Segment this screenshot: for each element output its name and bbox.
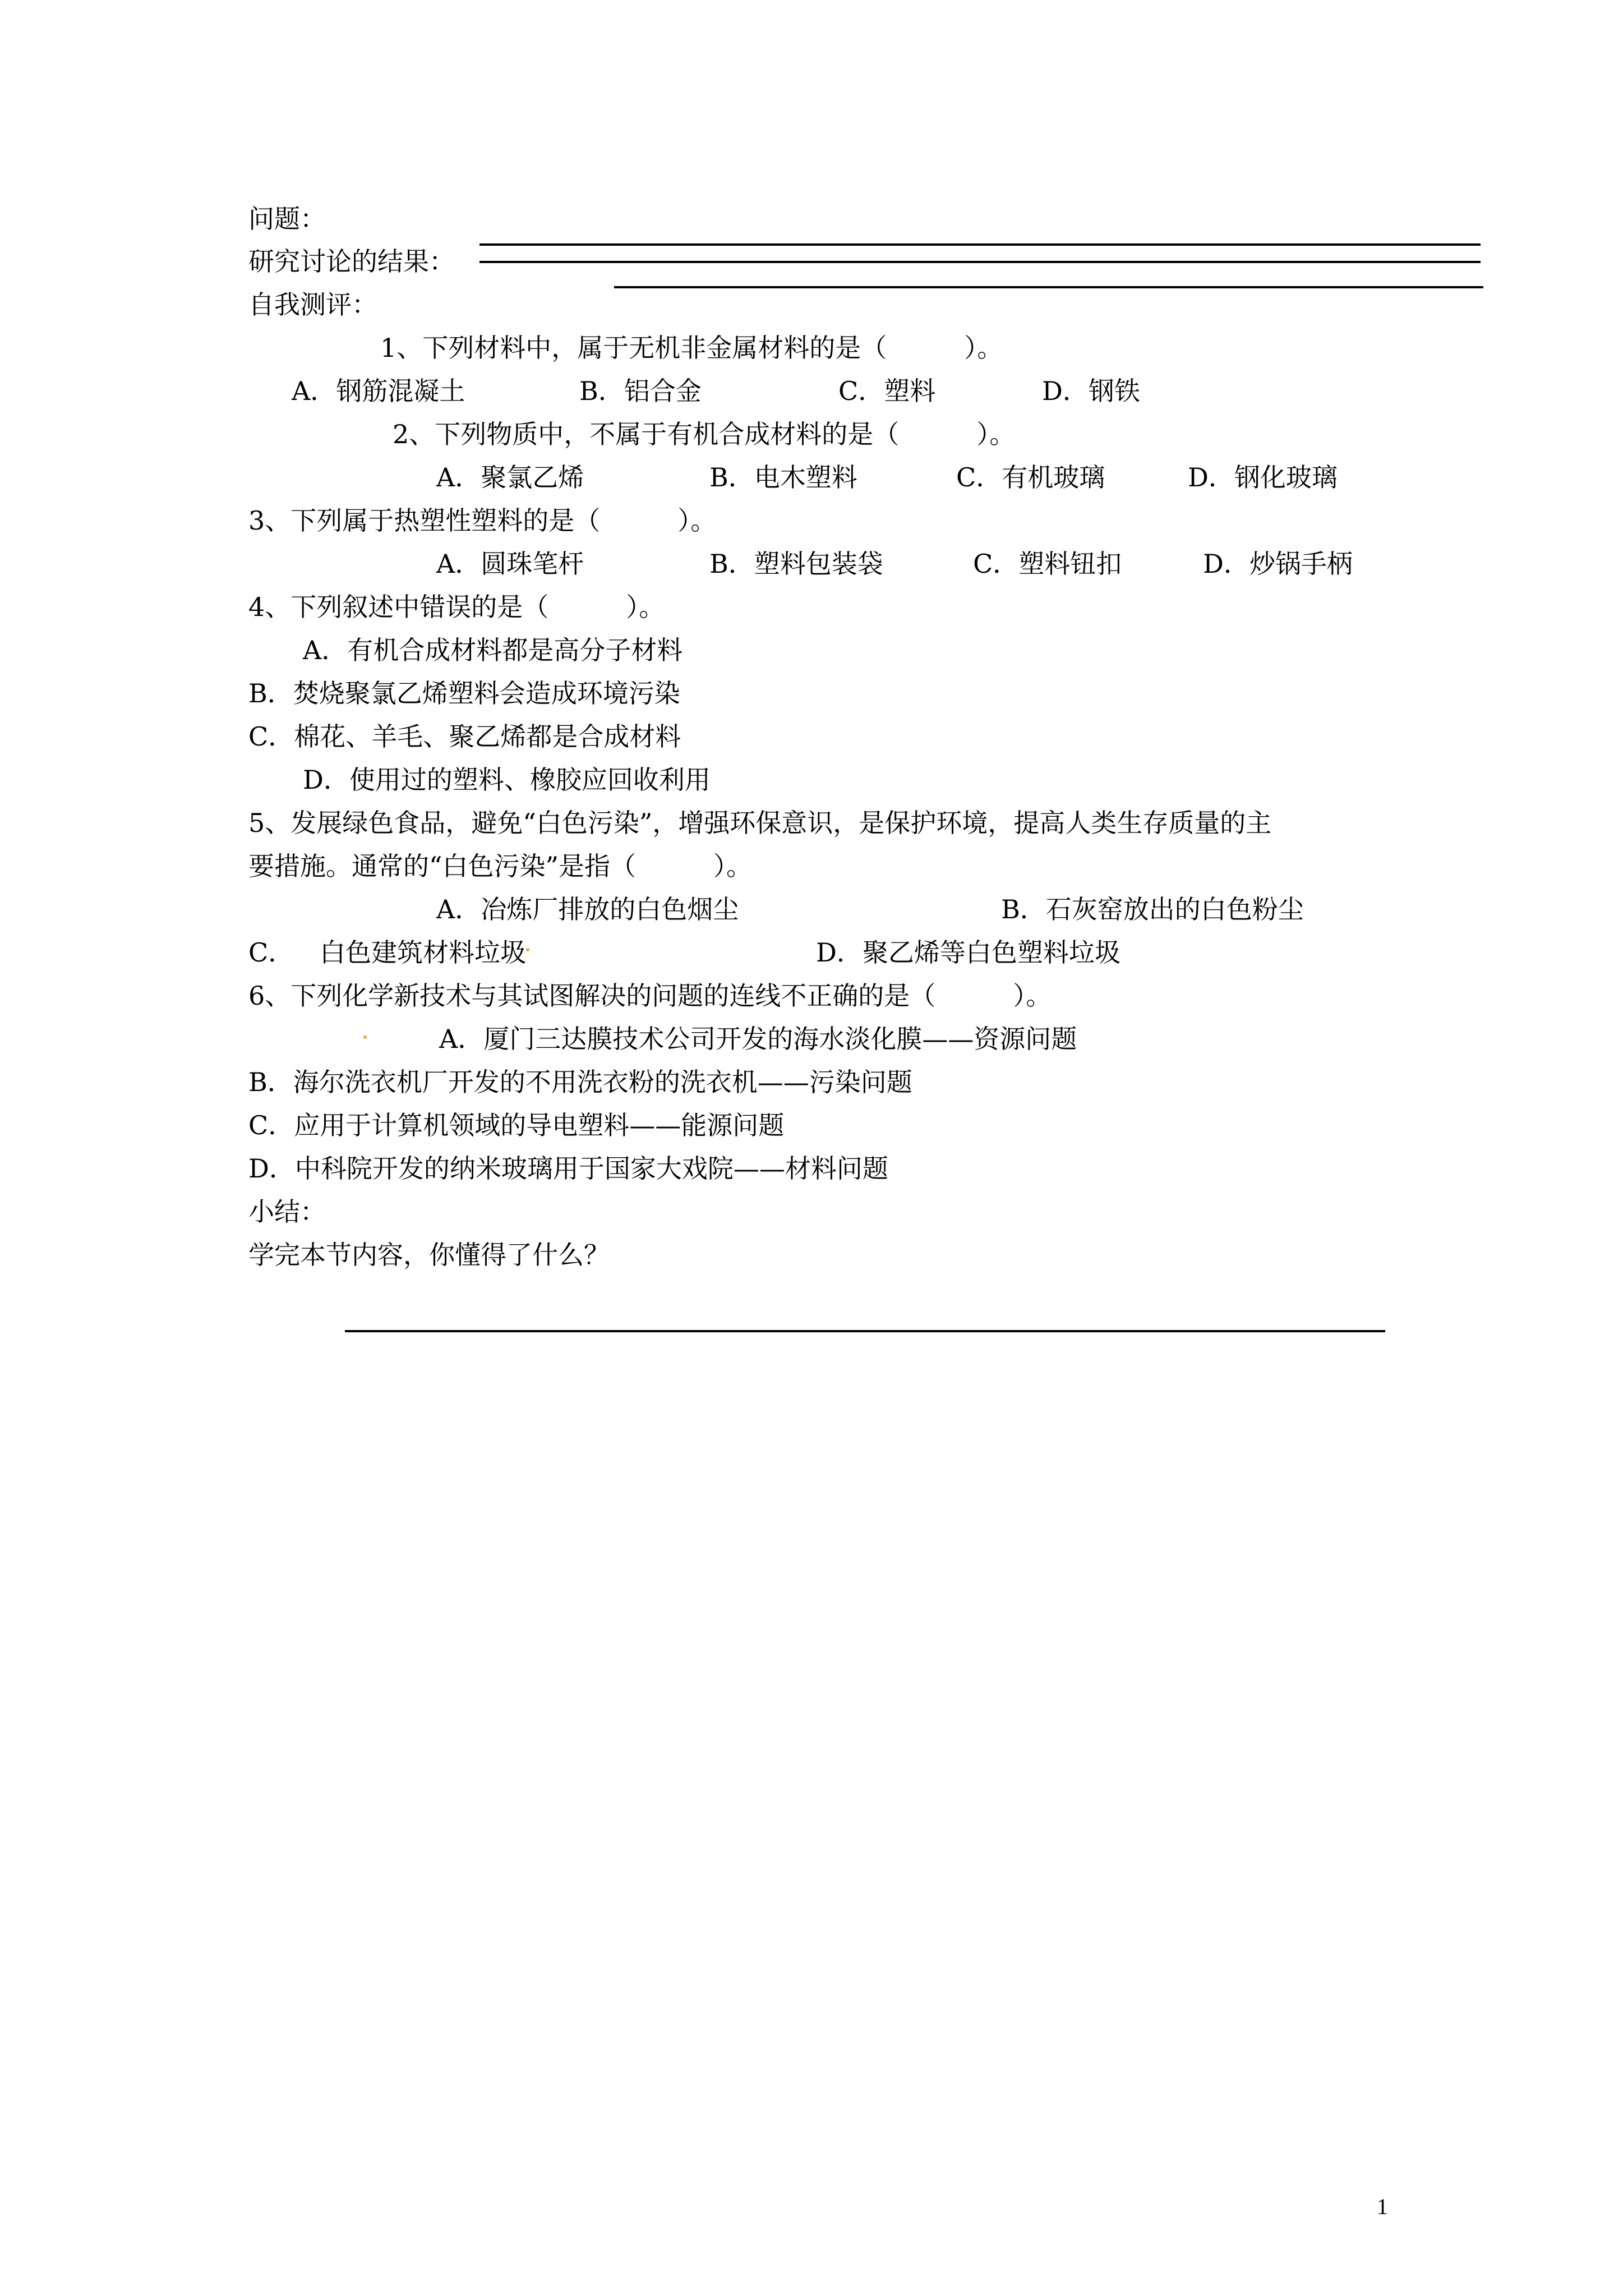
stray-mark [363,1036,367,1039]
q3-stem: 3、下列属于热塑性塑料的是（ ）。 [248,505,717,536]
q1-option-d: D．钢铁 [1042,376,1140,406]
q4-option-d: D．使用过的塑料、橡胶应回收利用 [303,765,711,795]
question-label: 问题： [248,204,326,234]
q2-option-b: B．电木塑料 [709,462,857,493]
q4-option-b: B．焚烧聚氯乙烯塑料会造成环境污染 [248,678,680,708]
discussion-answer-line-2 [614,286,1483,288]
discussion-label: 研究讨论的结果： [248,246,455,277]
q5-option-c: 白色建筑材料垃圾 [320,937,526,968]
summary-prompt: 学完本节内容，你懂得了什么？ [248,1240,610,1270]
q2-option-a: A．聚氯乙烯 [436,462,584,493]
q6-option-b: B．海尔洗衣机厂开发的不用洗衣粉的洗衣机——污染问题 [248,1067,912,1097]
q5-option-a: A．冶炼厂排放的白色烟尘 [436,894,739,924]
question-answer-line [479,243,1481,246]
q3-option-a: A．圆珠笔杆 [436,549,584,579]
summary-answer-line [345,1330,1385,1332]
q3-option-c: C．塑料钮扣 [973,549,1122,579]
q5-option-c-letter: C． [248,937,294,968]
discussion-answer-line-1 [479,261,1481,263]
q3-option-d: D．炒锅手柄 [1203,549,1353,579]
q2-stem: 2、下列物质中，不属于有机合成材料的是（ ）。 [393,419,1016,449]
q4-option-c: C．棉花、羊毛、聚乙烯都是合成材料 [248,721,681,752]
q5-stem-line1: 5、发展绿色食品，避免“白色污染”，增强环保意识，是保护环境，提高人类生存质量的主 [248,808,1272,838]
q6-option-a: A．厦门三达膜技术公司开发的海水淡化膜——资源问题 [439,1024,1077,1054]
q1-option-a: A．钢筋混凝土 [292,376,465,406]
q5-stem-line2: 要措施。通常的“白色污染”是指（ ）。 [248,851,753,881]
q3-option-b: B．塑料包装袋 [709,549,883,579]
q6-option-c: C．应用于计算机领域的导电塑料——能源问题 [248,1110,785,1140]
q1-option-c: C．塑料 [838,376,936,406]
q2-option-d: D．钢化玻璃 [1188,462,1338,493]
q2-option-c: C．有机玻璃 [956,462,1105,493]
stray-mark [526,948,529,951]
summary-label: 小结： [248,1197,326,1227]
q6-option-d: D．中科院开发的纳米玻璃用于国家大戏院——材料问题 [248,1153,888,1184]
q6-stem: 6、下列化学新技术与其试图解决的问题的连线不正确的是（ ）。 [248,981,1052,1011]
q5-option-d: D．聚乙烯等白色塑料垃圾 [816,937,1121,968]
q5-option-b: B．石灰窑放出的白色粉尘 [1001,894,1304,924]
page-number: 1 [1377,2194,1388,2219]
q4-option-a: A．有机合成材料都是高分子材料 [303,635,683,665]
q4-stem: 4、下列叙述中错误的是（ ）。 [248,592,665,622]
self-eval-label: 自我测评： [248,289,377,320]
q1-stem: 1、下列材料中，属于无机非金属材料的是（ ）。 [380,333,1003,363]
q1-option-b: B．铝合金 [579,376,702,406]
